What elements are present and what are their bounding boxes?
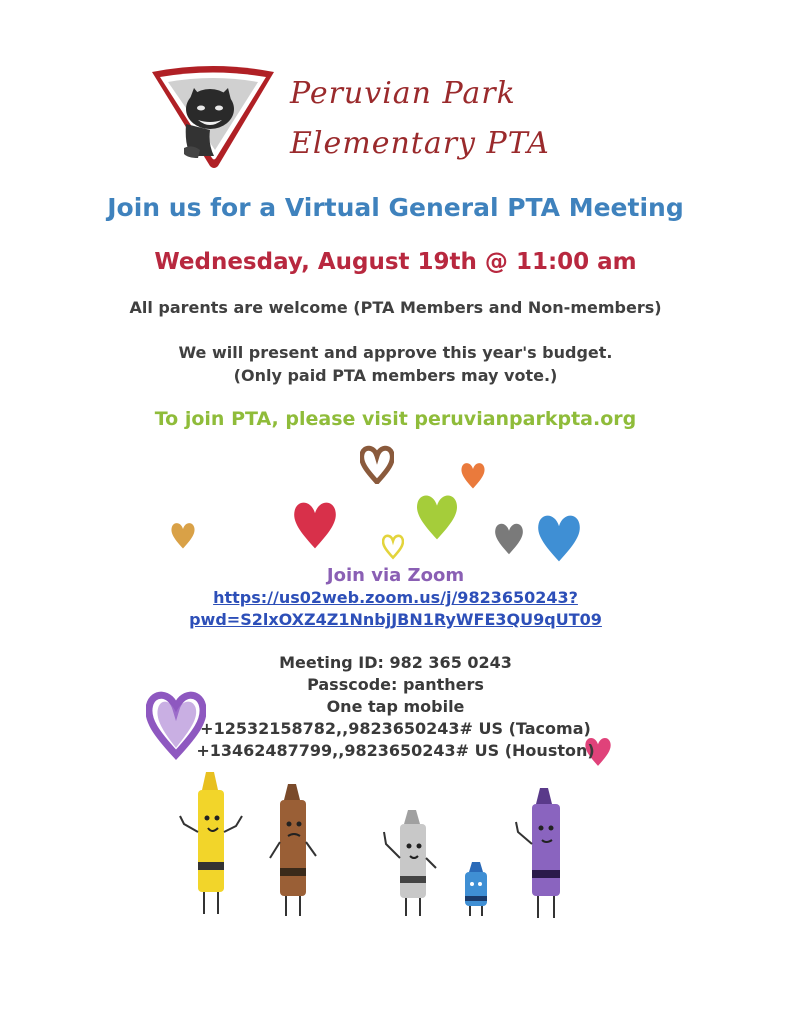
heart-icon [292,496,338,552]
panther-logo-icon [148,64,278,170]
one-tap-label: One tap mobile [326,697,465,716]
meeting-heading: Join us for a Virtual General PTA Meeting [107,193,684,222]
crayon-character-icon [376,808,446,920]
zoom-link-line2[interactable]: pwd=S2lxOXZ4Z1NnbjJBN1RyWFE3QU9qUT09 [189,610,602,629]
heart-icon [170,520,196,550]
heart-icon [536,506,582,568]
phone-houston: +13462487799,,9823650243# US (Houston) [196,741,595,760]
heart-icon [382,532,404,560]
zoom-link-line1[interactable]: https://us02web.zoom.us/j/9823650243? [213,588,578,607]
crayon-character-icon [506,786,576,922]
crayon-character-icon [452,860,502,920]
budget-line1: We will present and approve this year's budget. [178,343,613,362]
heart-icon [460,460,486,490]
phone-tacoma: +12532158782,,9823650243# US (Tacoma) [200,719,591,738]
crayon-character-icon [262,782,326,920]
meeting-date-time: Wednesday, August 19th @ 11:00 am [154,249,637,275]
school-name-line1: Peruvian Park [290,76,516,111]
heart-icon [360,444,394,484]
meeting-id: Meeting ID: 982 365 0243 [279,653,512,672]
welcome-text: All parents are welcome (PTA Members and Non-members) [129,298,662,317]
budget-line2: (Only paid PTA members may vote.) [233,366,558,385]
zoom-label: Join via Zoom [326,565,465,586]
heart-icon [414,490,460,542]
school-name-line2: Elementary PTA [290,126,550,161]
join-pta-text: To join PTA, please visit peruvianparkpta.org [154,408,637,430]
crayon-character-icon [170,770,250,920]
meeting-passcode: Passcode: panthers [307,675,484,694]
heart-icon [493,520,525,556]
